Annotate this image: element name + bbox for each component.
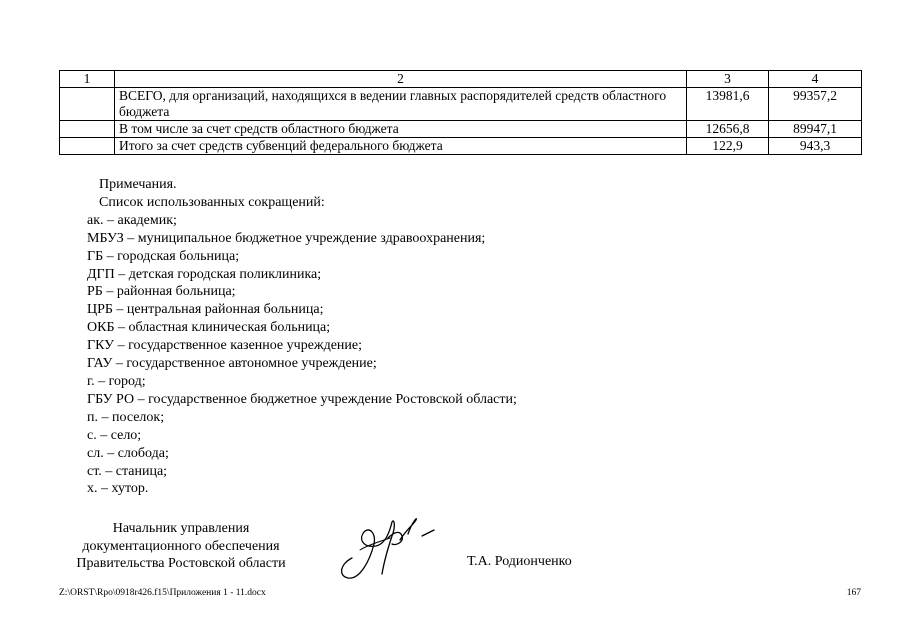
- abbreviation-item: г. – город;: [87, 373, 146, 389]
- abbreviation-item: МБУЗ – муниципальное бюджетное учреждение здравоохранения;: [87, 230, 486, 246]
- abbreviation-item: сл. – слобода;: [87, 445, 169, 461]
- handwritten-signature: [330, 500, 450, 590]
- position-line: документационного обеспечения: [82, 538, 280, 554]
- row-cell-number: [60, 138, 115, 155]
- header-cell-2: 2: [115, 71, 687, 88]
- notes-subtitle: Список использованных сокращений:: [99, 194, 325, 210]
- abbreviation-item: ГБУ РО – государственное бюджетное учреждение Ростовской области;: [87, 391, 517, 407]
- row-cell-description: Итого за счет средств субвенций федерального бюджета: [115, 138, 687, 155]
- header-cell-4: 4: [769, 71, 862, 88]
- abbreviation-item: ГБ – городская больница;: [87, 248, 240, 264]
- row-cell-value-3: 12656,8: [687, 121, 769, 138]
- position-line: Начальник управления: [112, 521, 250, 536]
- row-cell-description: В том числе за счет средств областного бюджета: [115, 121, 687, 138]
- signatory-name: Т.А. Родионченко: [467, 554, 572, 569]
- row-cell-number: [60, 121, 115, 138]
- row-cell-value-3: 13981,6: [687, 88, 769, 121]
- abbreviation-item: ак. – академик;: [87, 212, 177, 228]
- row-cell-value-4: 89947,1: [769, 121, 862, 138]
- abbreviation-item: п. – поселок;: [87, 409, 165, 425]
- file-path: Z:\ORST\Rpo\0918r426.f15\Приложения 1 - 11.docx: [59, 588, 266, 598]
- abbreviation-item: ГАУ – государственное автономное учреждение;: [87, 356, 377, 372]
- signatory-position: [59, 520, 303, 573]
- table-header-row: [60, 71, 862, 88]
- header-cell-3: 3: [687, 71, 769, 88]
- row-cell-number: [60, 88, 115, 121]
- row-cell-value-4: 943,3: [769, 138, 862, 155]
- row-cell-value-3: 122,9: [687, 138, 769, 155]
- abbreviation-item: ГКУ – государственное казенное учреждение;: [87, 338, 363, 354]
- abbreviation-item: ст. – станица;: [87, 463, 168, 479]
- notes-title: Примечания.: [99, 177, 177, 192]
- table-row: [60, 88, 862, 121]
- table-row: [60, 138, 862, 155]
- abbreviation-item: х. – хутор.: [87, 481, 149, 497]
- header-cell-1: 1: [60, 71, 115, 88]
- abbreviation-item: ЦРБ – центральная районная больница;: [87, 302, 324, 318]
- row-cell-value-4: 99357,2: [769, 88, 862, 121]
- table-row: [60, 121, 862, 138]
- row-cell-description: ВСЕГО, для организаций, находящихся в ведении главных распорядителей средств областного бюджета: [115, 88, 687, 121]
- position-line: Правительства Ростовской области: [76, 556, 286, 571]
- page-number: 167: [846, 588, 861, 598]
- abbreviation-item: РБ – районная больница;: [87, 284, 236, 300]
- abbreviation-item: с. – село;: [87, 427, 142, 443]
- abbreviation-item: ДГП – детская городская поликлиника;: [87, 266, 322, 282]
- budget-table: [59, 70, 862, 155]
- notes-section: [87, 176, 517, 498]
- abbreviation-item: ОКБ – областная клиническая больница;: [87, 320, 331, 336]
